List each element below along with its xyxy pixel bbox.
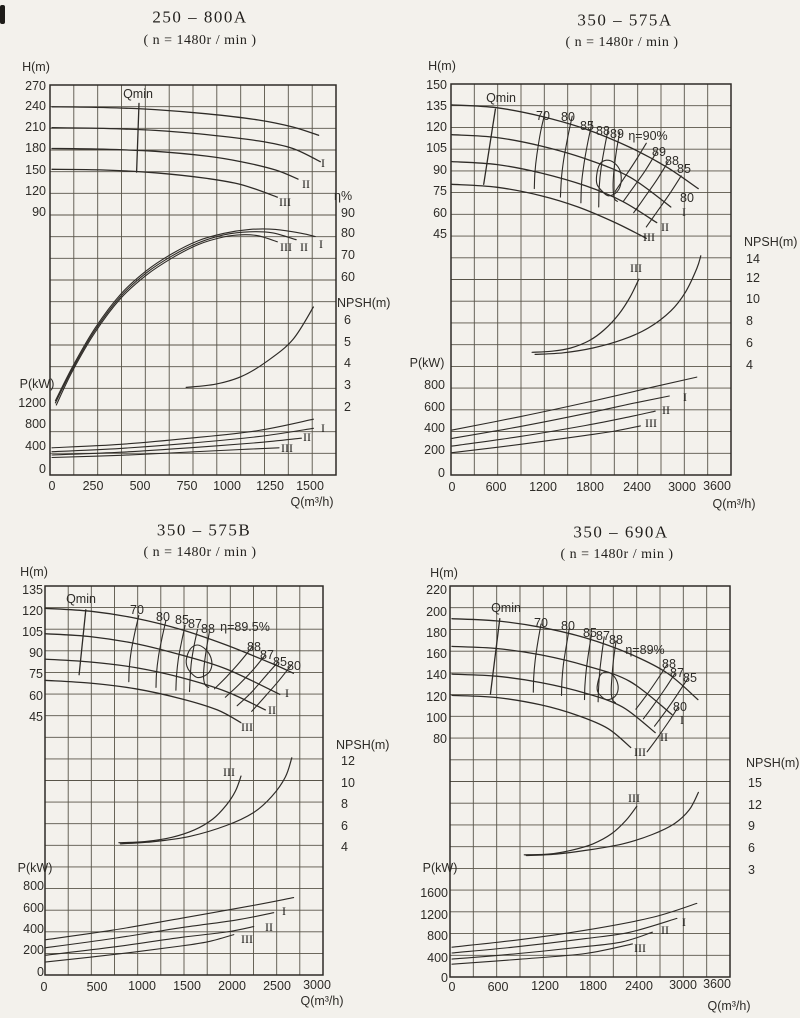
curve-H-I bbox=[52, 128, 320, 162]
tick-label-1: 600 bbox=[485, 479, 507, 494]
tick-label-3: 400 bbox=[427, 950, 448, 965]
tick-label-2: 75 bbox=[29, 666, 43, 681]
tick-label-2: 400 bbox=[23, 921, 44, 936]
qmin-label-3: Qmin bbox=[491, 600, 521, 615]
qmin-label-2: Qmin bbox=[66, 591, 96, 606]
tick-label-0: 5 bbox=[344, 334, 351, 349]
curve-label-1: I bbox=[682, 205, 686, 219]
tick-label-0: 0 bbox=[48, 478, 56, 493]
tick-label-0: 210 bbox=[25, 119, 46, 134]
tick-label-1: 3600 bbox=[703, 478, 731, 493]
axis-label-3: Q(m³/h) bbox=[707, 998, 751, 1013]
tick-label-3: 88 bbox=[662, 656, 676, 671]
tick-label-0: 500 bbox=[129, 478, 151, 493]
tick-label-2: 70 bbox=[130, 602, 144, 617]
tick-label-2: 0 bbox=[37, 964, 44, 979]
tick-label-2: 200 bbox=[23, 942, 44, 957]
tick-label-1: 135 bbox=[426, 98, 447, 113]
chart-subtitle-3: ( n = 1480r / min ) bbox=[560, 547, 674, 562]
curve-eta-70 bbox=[534, 112, 545, 189]
chart-panel-2 bbox=[45, 586, 323, 975]
curve-P-top bbox=[452, 377, 697, 430]
tick-label-3: 1200 bbox=[420, 907, 448, 922]
tick-label-2: 12 bbox=[341, 753, 355, 768]
curve-eta-85 bbox=[580, 118, 594, 203]
tick-label-1: 89 bbox=[652, 144, 666, 159]
tick-label-1: 150 bbox=[426, 77, 447, 92]
tick-label-3: 220 bbox=[426, 582, 447, 597]
tick-label-2: 87 bbox=[188, 616, 202, 631]
curve-eta-I bbox=[55, 229, 315, 401]
tick-label-2: η=89.5% bbox=[220, 619, 270, 634]
tick-label-2: 85 bbox=[175, 612, 189, 627]
curve-P-III bbox=[452, 426, 640, 453]
curve-NPSH-III bbox=[524, 806, 637, 855]
tick-label-1: 0 bbox=[438, 465, 445, 480]
tick-label-2: 6 bbox=[341, 818, 348, 833]
curve-label-3: II bbox=[661, 923, 669, 937]
curve-NPSH-III bbox=[532, 279, 639, 352]
axis-label-0: η% bbox=[334, 188, 353, 203]
tick-label-2: 80 bbox=[156, 609, 170, 624]
curve-label-3: III bbox=[634, 941, 646, 955]
tick-label-0: 800 bbox=[25, 416, 46, 431]
tick-label-0: 1250 bbox=[256, 478, 284, 493]
tick-label-3: 3000 bbox=[669, 977, 697, 992]
curve-P-III bbox=[452, 944, 632, 964]
curve-Qmin bbox=[484, 109, 496, 184]
curve-label-0: III bbox=[281, 441, 293, 455]
tick-label-1: 400 bbox=[424, 420, 445, 435]
tick-label-3: 120 bbox=[426, 689, 447, 704]
tick-label-1: 80 bbox=[680, 190, 694, 205]
tick-label-3: 0 bbox=[448, 979, 456, 994]
tick-label-0: 1200 bbox=[18, 395, 46, 410]
tick-label-1: 90 bbox=[433, 162, 447, 177]
tick-label-1: 1200 bbox=[529, 479, 557, 494]
curve-H-top bbox=[452, 615, 698, 700]
tick-label-0: 1500 bbox=[296, 478, 324, 493]
curve-label-0: II bbox=[302, 177, 310, 191]
tick-label-3: 600 bbox=[487, 979, 509, 994]
tick-label-3: 0 bbox=[441, 970, 448, 985]
tick-label-1: 3000 bbox=[668, 479, 696, 494]
curve-label-0: I bbox=[319, 237, 323, 251]
tick-label-1: 120 bbox=[426, 119, 447, 134]
tick-label-1: 75 bbox=[433, 183, 447, 198]
tick-label-3: 9 bbox=[748, 818, 755, 833]
tick-label-1: 12 bbox=[746, 270, 760, 285]
tick-label-1: 1800 bbox=[576, 479, 604, 494]
tick-label-2: 85 bbox=[273, 654, 287, 669]
tick-label-3: 1200 bbox=[531, 978, 559, 993]
chart-panel-1 bbox=[451, 84, 731, 475]
axis-label-2: Q(m³/h) bbox=[300, 993, 344, 1008]
tick-label-0: 250 bbox=[82, 478, 104, 493]
curve-label-1: II bbox=[661, 220, 669, 234]
tick-label-3: 85 bbox=[683, 670, 697, 685]
tick-label-2: 0 bbox=[40, 979, 48, 994]
tick-label-2: 88 bbox=[201, 621, 215, 636]
tick-label-2: 600 bbox=[23, 900, 44, 915]
curve-label-0: I bbox=[321, 421, 325, 435]
axis-label-2: P(kW) bbox=[17, 860, 53, 875]
tick-label-0: 120 bbox=[25, 183, 46, 198]
tick-label-1: 6 bbox=[746, 335, 753, 350]
tick-label-1: 0 bbox=[448, 479, 456, 494]
tick-label-0: 180 bbox=[25, 140, 46, 155]
tick-label-2: 2000 bbox=[218, 978, 246, 993]
tick-label-2: 8 bbox=[341, 796, 348, 811]
tick-label-3: 15 bbox=[748, 775, 762, 790]
curve-label-0: I bbox=[321, 156, 325, 170]
tick-label-2: 3000 bbox=[303, 977, 331, 992]
chart-panel-3 bbox=[450, 586, 730, 977]
scan-artifact-mark bbox=[0, 5, 5, 24]
curve-label-2: III bbox=[241, 932, 253, 946]
tick-label-0: 70 bbox=[341, 247, 355, 262]
curve-label-3: III bbox=[628, 791, 640, 805]
chart-subtitle-2: ( n = 1480r / min ) bbox=[143, 545, 257, 560]
tick-label-1: 88 bbox=[596, 123, 610, 138]
chart-subtitle-1: ( n = 1480r / min ) bbox=[565, 35, 679, 50]
tick-label-1: 8 bbox=[746, 313, 753, 328]
curve-label-1: II bbox=[662, 403, 670, 417]
axis-label-3: NPSH(m) bbox=[746, 755, 800, 770]
tick-label-0: 6 bbox=[344, 312, 351, 327]
curve-label-2: III bbox=[241, 720, 253, 734]
tick-label-2: 87 bbox=[260, 647, 274, 662]
tick-label-1: 85 bbox=[677, 161, 691, 176]
curve-label-1: I bbox=[683, 390, 687, 404]
curve-NPSH-I bbox=[526, 792, 698, 855]
curve-label-2: III bbox=[223, 765, 235, 779]
curve-eta-II bbox=[55, 232, 296, 403]
curve-label-2: I bbox=[282, 904, 286, 918]
tick-label-0: 60 bbox=[341, 269, 355, 284]
curve-eta-80 bbox=[562, 628, 570, 695]
chart-subtitle-0: ( n = 1480r / min ) bbox=[143, 33, 257, 48]
curve-eta-89-loop bbox=[597, 672, 618, 700]
tick-label-3: 85 bbox=[583, 625, 597, 640]
tick-label-3: 180 bbox=[426, 625, 447, 640]
curve-eta-85-right bbox=[634, 162, 669, 213]
tick-label-3: 140 bbox=[426, 667, 447, 682]
tick-label-1: 200 bbox=[424, 442, 445, 457]
curve-P-III bbox=[45, 935, 234, 963]
curve-NPSH-I bbox=[535, 256, 701, 355]
tick-label-0: 400 bbox=[25, 438, 46, 453]
curve-eta-80-right bbox=[252, 665, 292, 712]
tick-label-3: η=89% bbox=[625, 642, 665, 657]
chart-title-1: 350 – 575A bbox=[577, 10, 673, 30]
curve-label-3: I bbox=[680, 713, 684, 727]
chart-panel-0 bbox=[50, 85, 336, 475]
axis-label-0: P(kW) bbox=[19, 376, 55, 391]
chart-title-0: 250 – 800A bbox=[152, 7, 248, 27]
tick-label-3: 3 bbox=[748, 862, 755, 877]
curve-H-III bbox=[452, 695, 631, 747]
curve-label-3: I bbox=[682, 915, 686, 929]
tick-label-3: 200 bbox=[426, 604, 447, 619]
tick-label-0: 240 bbox=[25, 98, 46, 113]
curve-label-1: III bbox=[630, 261, 642, 275]
curve-H-II bbox=[45, 659, 265, 710]
tick-label-3: 80 bbox=[433, 731, 447, 746]
tick-label-1: 800 bbox=[424, 377, 445, 392]
axis-label-1: Q(m³/h) bbox=[712, 496, 756, 511]
tick-label-2: 2500 bbox=[263, 978, 291, 993]
tick-label-0: 1000 bbox=[213, 478, 241, 493]
curve-NPSH-III bbox=[119, 776, 241, 843]
tick-label-2: 80 bbox=[287, 658, 301, 673]
tick-label-2: 120 bbox=[22, 603, 43, 618]
tick-label-2: 88 bbox=[247, 639, 261, 654]
tick-label-2: 135 bbox=[22, 582, 43, 597]
axis-label-0: Q(m³/h) bbox=[290, 494, 334, 509]
tick-label-3: 2400 bbox=[625, 978, 653, 993]
tick-label-1: 70 bbox=[536, 108, 550, 123]
tick-label-3: 800 bbox=[427, 928, 448, 943]
axis-label-3: P(kW) bbox=[422, 860, 458, 875]
curve-eta-88 bbox=[203, 632, 209, 687]
tick-label-3: 87 bbox=[596, 628, 610, 643]
tick-label-3: 80 bbox=[673, 699, 687, 714]
tick-label-1: 88 bbox=[665, 153, 679, 168]
tick-label-3: 88 bbox=[609, 632, 623, 647]
tick-label-0: 750 bbox=[176, 478, 198, 493]
tick-label-3: 3600 bbox=[703, 976, 731, 991]
tick-label-0: 270 bbox=[25, 78, 46, 93]
tick-label-3: 100 bbox=[426, 710, 447, 725]
tick-label-0: 90 bbox=[32, 204, 46, 219]
curve-P-II bbox=[45, 927, 254, 956]
curve-Qmin bbox=[137, 103, 139, 172]
curve-label-3: II bbox=[660, 730, 668, 744]
curve-eta-III bbox=[56, 235, 277, 405]
axis-label-1: H(m) bbox=[428, 58, 456, 73]
curve-P-I bbox=[45, 913, 274, 948]
tick-label-1: 10 bbox=[746, 291, 760, 306]
curve-label-0: II bbox=[300, 240, 308, 254]
tick-label-2: 60 bbox=[29, 688, 43, 703]
tick-label-0: 4 bbox=[344, 355, 351, 370]
tick-label-3: 87 bbox=[670, 665, 684, 680]
chart-title-2: 350 – 575B bbox=[156, 520, 252, 540]
tick-label-3: 1600 bbox=[420, 885, 448, 900]
tick-label-1: 600 bbox=[424, 399, 445, 414]
tick-label-0: 90 bbox=[341, 205, 355, 220]
curve-label-2: I bbox=[285, 686, 289, 700]
tick-label-2: 800 bbox=[23, 878, 44, 893]
curve-H-top bbox=[52, 107, 319, 136]
tick-label-2: 4 bbox=[341, 839, 348, 854]
curve-eta-80-right bbox=[646, 176, 681, 227]
qmin-label-0: Qmin bbox=[123, 86, 153, 101]
tick-label-2: 1000 bbox=[128, 978, 156, 993]
tick-label-1: 105 bbox=[426, 140, 447, 155]
curve-label-2: II bbox=[265, 920, 273, 934]
curve-eta-87-right bbox=[225, 655, 265, 697]
tick-label-2: 90 bbox=[29, 645, 43, 660]
curve-NPSH-I bbox=[120, 758, 291, 844]
tick-label-3: 160 bbox=[426, 646, 447, 661]
curve-label-3: III bbox=[634, 745, 646, 759]
curve-H-II bbox=[452, 674, 655, 733]
tick-label-2: 45 bbox=[29, 709, 43, 724]
tick-label-3: 12 bbox=[748, 797, 762, 812]
curve-label-0: II bbox=[303, 430, 311, 444]
tick-label-2: 500 bbox=[86, 979, 108, 994]
tick-label-1: 45 bbox=[433, 226, 447, 241]
tick-label-3: 70 bbox=[534, 615, 548, 630]
axis-label-1: NPSH(m) bbox=[744, 234, 798, 249]
tick-label-0: 150 bbox=[25, 162, 46, 177]
tick-label-3: 80 bbox=[561, 618, 575, 633]
curve-label-1: III bbox=[643, 230, 655, 244]
curve-label-2: II bbox=[268, 703, 276, 717]
axis-label-0: H(m) bbox=[22, 59, 50, 74]
axis-label-1: P(kW) bbox=[409, 355, 445, 370]
tick-label-1: η=90% bbox=[628, 128, 668, 143]
curve-label-0: III bbox=[280, 240, 292, 254]
tick-label-2: 10 bbox=[341, 775, 355, 790]
tick-label-0: 3 bbox=[344, 377, 351, 392]
curve-eta-88-right bbox=[636, 665, 667, 710]
tick-label-0: 80 bbox=[341, 225, 355, 240]
tick-label-1: 80 bbox=[561, 109, 575, 124]
qmin-label-1: Qmin bbox=[486, 90, 516, 105]
tick-label-0: 2 bbox=[344, 399, 351, 414]
curve-P-top bbox=[45, 898, 294, 940]
tick-label-1: 14 bbox=[746, 251, 760, 266]
tick-label-1: 60 bbox=[433, 205, 447, 220]
axis-label-2: NPSH(m) bbox=[336, 737, 390, 752]
tick-label-1: 85 bbox=[580, 118, 594, 133]
curve-eta-88-right bbox=[215, 646, 253, 688]
chart-title-3: 350 – 690A bbox=[573, 522, 669, 542]
curve-eta-87-right bbox=[643, 673, 675, 719]
tick-label-3: 6 bbox=[748, 840, 755, 855]
tick-label-1: 89 bbox=[610, 126, 624, 141]
tick-label-2: 105 bbox=[22, 624, 43, 639]
curve-label-1: III bbox=[645, 416, 657, 430]
tick-label-2: 1500 bbox=[173, 978, 201, 993]
tick-label-1: 4 bbox=[746, 357, 753, 372]
curve-NPSH bbox=[186, 307, 313, 387]
curve-Qmin bbox=[490, 619, 499, 695]
axis-label-3: H(m) bbox=[430, 565, 458, 580]
tick-label-1: 2400 bbox=[623, 479, 651, 494]
curve-Qmin bbox=[79, 610, 86, 675]
axis-label-0: NPSH(m) bbox=[337, 295, 391, 310]
curve-eta-80 bbox=[560, 116, 572, 197]
tick-label-3: 1800 bbox=[579, 978, 607, 993]
curve-label-0: III bbox=[279, 195, 291, 209]
tick-label-0: 0 bbox=[39, 461, 46, 476]
axis-label-2: H(m) bbox=[20, 564, 48, 579]
